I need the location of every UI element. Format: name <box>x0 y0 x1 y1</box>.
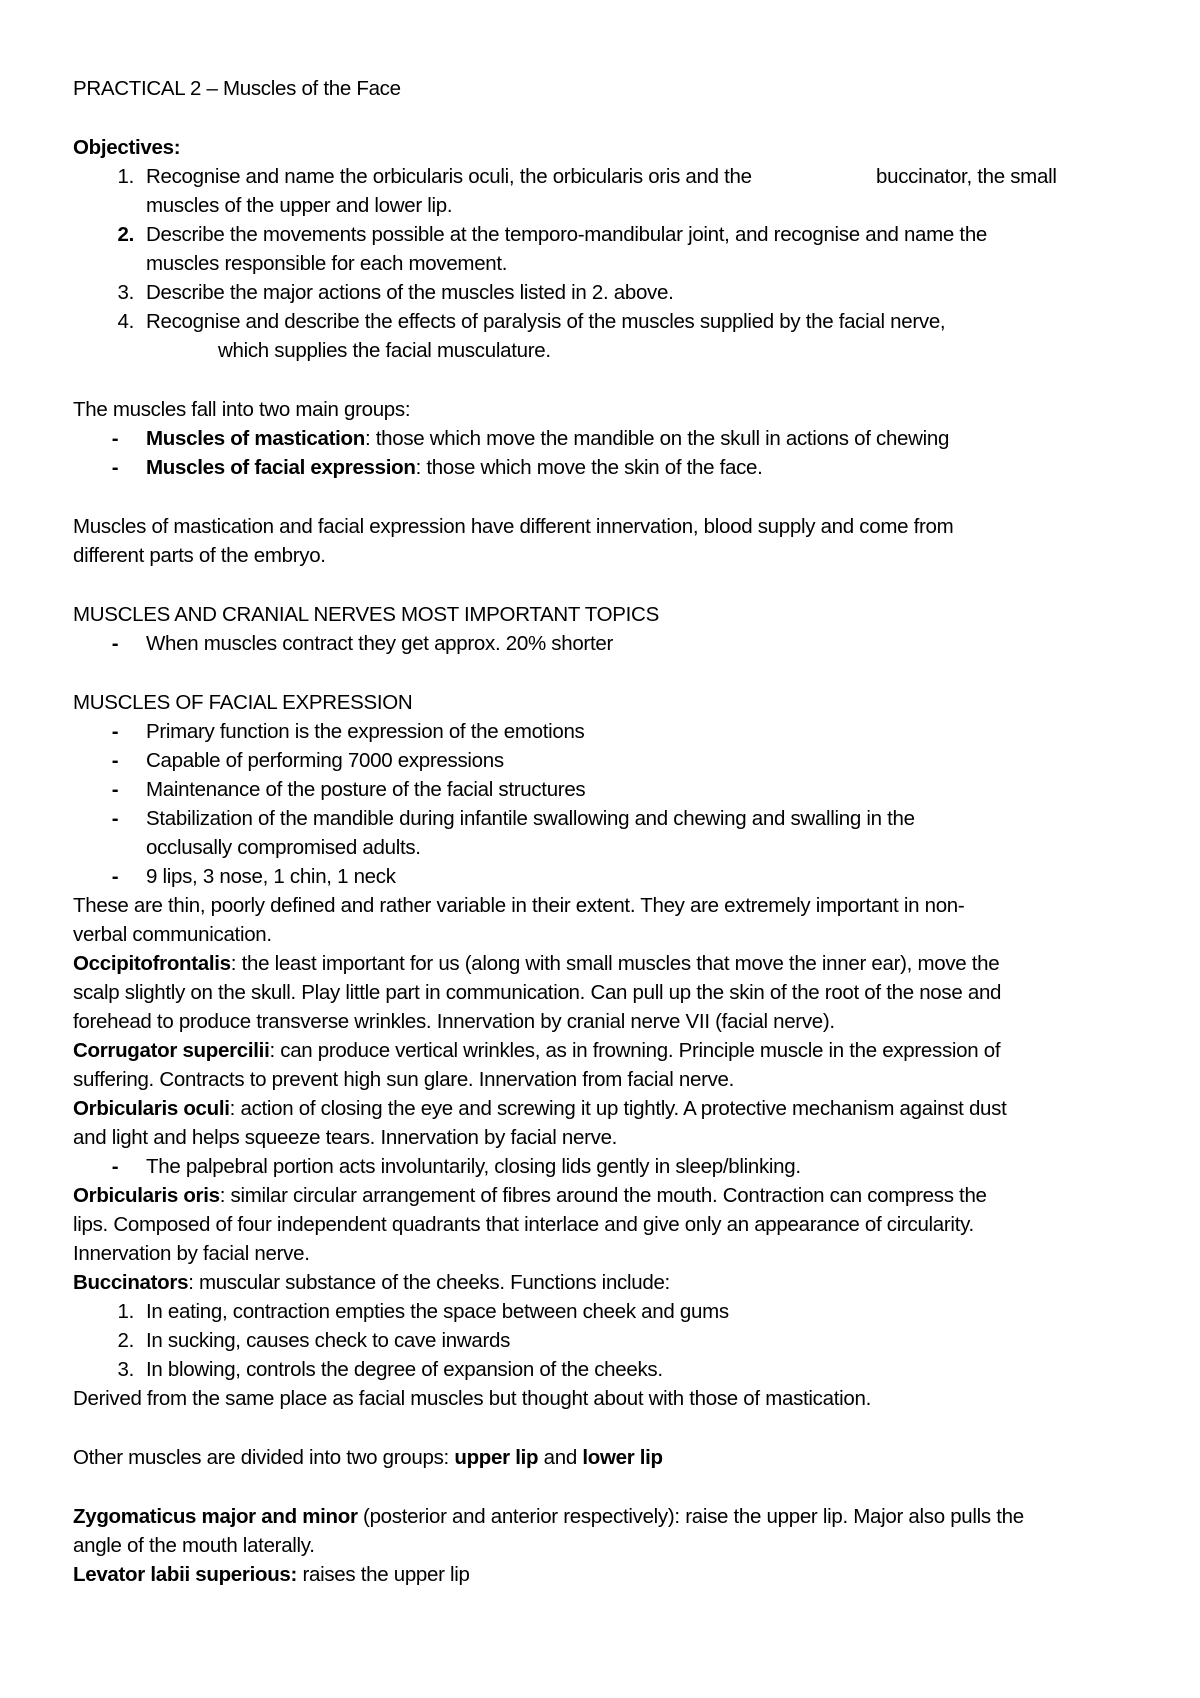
term: Occipitofrontalis <box>73 952 231 975</box>
term: lower lip <box>582 1446 663 1469</box>
bullet: - <box>111 632 119 655</box>
paragraph: scalp slightly on the skull. Play little part in communication. Can pull up the skin of the root of the nose and <box>73 981 1002 1004</box>
objectives-heading: Objectives: <box>73 136 181 159</box>
objective-text: Recognise and name the orbicularis oculi, the orbicularis oris and the <box>146 165 752 188</box>
muscle-entry: Orbicularis oculi: action of closing the eye and screwing it up tightly. A protective mechanism against dust <box>73 1097 1007 1120</box>
objective-text: Describe the movements possible at the temporo-mandibular joint, and recognise and name the <box>146 223 988 246</box>
list-number: 3. <box>117 281 134 304</box>
paragraph: These are thin, poorly defined and rather variable in their extent. They are extremely important in non- <box>73 894 965 917</box>
list-number: 3. <box>117 1358 134 1381</box>
paragraph: suffering. Contracts to prevent high sun glare. Innervation from facial nerve. <box>73 1068 735 1091</box>
paragraph: verbal communication. <box>73 923 272 946</box>
objective-text: muscles responsible for each movement. <box>146 252 508 275</box>
term: Muscles of facial expression <box>146 456 416 479</box>
muscle-entry: Zygomaticus major and minor (posterior and anterior respectively): raise the upper lip. Major also pulls the <box>73 1505 1024 1528</box>
term: Buccinators <box>73 1271 189 1294</box>
paragraph: forehead to produce transverse wrinkles. Innervation by cranial nerve VII (facial nerve). <box>73 1010 835 1033</box>
term: Zygomaticus major and minor <box>73 1505 358 1528</box>
muscle-entry: Levator labii superious: raises the upper lip <box>73 1563 470 1586</box>
paragraph: Muscles of mastication and facial expression have different innervation, blood supply and come from <box>73 515 954 538</box>
section-heading: MUSCLES OF FACIAL EXPRESSION <box>73 691 413 714</box>
bullet: - <box>111 720 119 743</box>
term: Muscles of mastication <box>146 427 365 450</box>
list-item-continuation: occlusally compromised adults. <box>146 836 421 859</box>
paragraph: Other muscles are divided into two groups: upper lip and lower lip <box>73 1446 663 1469</box>
bullet: - <box>111 456 119 479</box>
bullet: - <box>111 778 119 801</box>
list-number: 2. <box>117 223 134 246</box>
muscle-entry: Corrugator supercilii: can produce vertical wrinkles, as in frowning. Principle muscle in the expression of <box>73 1039 1001 1062</box>
bullet: - <box>111 807 119 830</box>
objective-text: Describe the major actions of the muscles listed in 2. above. <box>146 281 674 304</box>
bullet: - <box>111 427 119 450</box>
objective-text: Recognise and describe the effects of paralysis of the muscles supplied by the facial nerve, <box>146 310 946 333</box>
bullet: - <box>111 1155 119 1178</box>
term: Corrugator supercilii <box>73 1039 270 1062</box>
muscle-entry: Buccinators: muscular substance of the cheeks. Functions include: <box>73 1271 670 1294</box>
term: upper lip <box>454 1446 539 1469</box>
list-number: 4. <box>117 310 134 333</box>
paragraph: lips. Composed of four independent quadrants that interlace and give only an appearance of circularity. <box>73 1213 974 1236</box>
term: Levator labii superious: <box>73 1563 298 1586</box>
groups-intro: The muscles fall into two main groups: <box>73 398 411 421</box>
paragraph: Derived from the same place as facial muscles but thought about with those of mastication. <box>73 1387 871 1410</box>
paragraph: Innervation by facial nerve. <box>73 1242 310 1265</box>
list-number: 2. <box>117 1329 134 1352</box>
muscle-entry: Occipitofrontalis: the least important for us (along with small muscles that move the inner ear), move the <box>73 952 1000 975</box>
list-number: 1. <box>117 165 134 188</box>
bullet: - <box>111 865 119 888</box>
objective-text: muscles of the upper and lower lip. <box>146 194 453 217</box>
objective-text: buccinator, the small <box>876 165 1057 188</box>
page-title: PRACTICAL 2 – Muscles of the Face <box>73 77 401 100</box>
muscle-entry: Orbicularis oris: similar circular arrangement of fibres around the mouth. Contraction can compress the <box>73 1184 987 1207</box>
term: Orbicularis oculi <box>73 1097 230 1120</box>
bullet: - <box>111 749 119 772</box>
objective-text: which supplies the facial musculature. <box>218 339 551 362</box>
section-heading: MUSCLES AND CRANIAL NERVES MOST IMPORTANT TOPICS <box>73 603 659 626</box>
term: Orbicularis oris <box>73 1184 220 1207</box>
paragraph: angle of the mouth laterally. <box>73 1534 315 1557</box>
paragraph: different parts of the embryo. <box>73 544 326 567</box>
list-number: 1. <box>117 1300 134 1323</box>
paragraph: and light and helps squeeze tears. Innervation by facial nerve. <box>73 1126 618 1149</box>
document-page: PRACTICAL 2 – Muscles of the Face Objectives: 1. Recognise and name the orbicularis oculi, the orbicularis oris and the buccinator, the small muscles of the upper and lower lip. 2. Describe the movements possible at the temporo-mandibular joint, and recognise and name the muscles responsible for each movement. 3. Describe the major actions of the muscles listed in 2. above. 4. Recognise and describe the effects of paralysis of the muscles supplied by the facial nerve, which supplies the facial musculature. The muscles fall into two main groups: - Muscles of mastication: those which move the mandible on the skull in actions of chewing - Muscles of facial expression: those which move the skin of the face. Muscles of mastication and facial expression have different innervation, blood supply and come from different parts of the embryo. MUSCLES AND CRANIAL NERVES MOST IMPORTANT TOPICS - When muscles contract they get approx. 20% shorter MUSCLES OF FACIAL EXPRESSION - Primary function is the expression of the emotions - Capable of performing 7000 expressions - Maintenance of the posture of the facial structures - Stabilization of the mandible during infantile swallowing and chewing and swalling in the occlusally compromised adults. - 9 lips, 3 nose, 1 chin, 1 neck These are thin, poorly defined and rather variable in their extent. They are extremely important in non- verbal communication. Occipitofrontalis: the least important for us (along with small muscles that move the inner ear), move the scalp slightly on the skull. Play little part in communication. Can pull up the skin of the root of the nose and forehead to produce transverse wrinkles. Innervation by cranial nerve VII (facial nerve). Corrugator supercilii: can produce vertical wrinkles, as in frowning. Principle muscle in the expression of suffering. Contracts to prevent high sun glare. Innervation from facial nerve. Orbicularis oculi: action of closing the eye and screwing it up tightly. A protective mechanism against dust and light and helps squeeze tears. Innervation by facial nerve. - The palpebral portion acts involuntarily, closing lids gently in sleep/blinking. Orbicularis oris: similar circular arrangement of fibres around the mouth. Contraction can compress the lips. Composed of four independent quadrants that interlace and give only an appearance of circularity. Innervation by facial nerve. Buccinators: muscular substance of the cheeks. Functions include: 1. In eating, contraction empties the space between cheek and gums 2. In sucking, causes check to cave inwards 3. In blowing, controls the degree of expansion of the cheeks. Derived from the same place as facial muscles but thought about with those of mastication. Other muscles are divided into two groups: upper lip and lower lip Zygomaticus major and minor (posterior and anterior respectively): raise the upper lip. Major also pulls the angle of the mouth laterally. Levator labii superious: raises the upper lip <box>0 0 1200 1698</box>
